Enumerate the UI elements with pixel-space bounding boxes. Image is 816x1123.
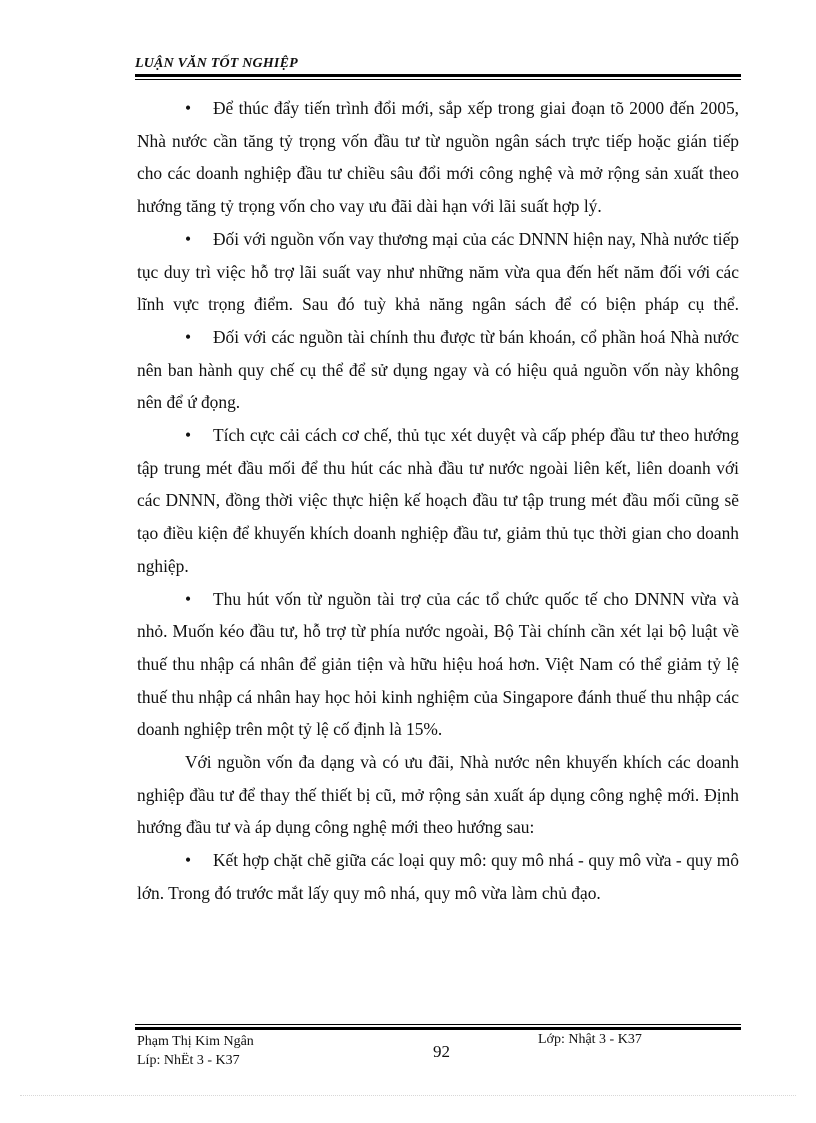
paragraph-text: Kết hợp chặt chẽ giữa các loại quy mô: quy mô nhá - quy mô vừa - quy mô lớn. Trong đó trước mắt lấy quy mô nhá, quy mô vừa làm chủ đạo. — [137, 850, 739, 903]
paragraph-text: Đối với các nguồn tài chính thu được từ bán khoán, cổ phần hoá Nhà nước nên ban hành quy chế cụ thể để sử dụng ngay và có hiệu quả nguồn vốn này không nên để ứ đọng. — [137, 326, 739, 413]
header-title: LUẬN VĂN TỐT NGHIỆP — [135, 56, 298, 71]
footer-left — [137, 1032, 254, 1070]
paragraph-5 — [137, 583, 739, 747]
bullet-icon: • — [185, 326, 192, 347]
paragraph-text: Tích cực cải cách cơ chế, thủ tục xét duyệt và cấp phép đầu tư theo hướng tập trung mét đầu mối để thu hút các nhà đầu tư nước ngoài liên kết, liên doanh với các DNNN, đồng thời việc thực hiện kế hoạch đầu tư tập trung mét đầu mối cũng sẽ tạo điều kiện để khuyến khích doanh nghiệp đầu tư, giảm thủ tục thời gian cho doanh nghiệp. — [137, 425, 739, 576]
footer-class-left: Líp: NhËt 3 - K37 — [137, 1053, 240, 1068]
bullet-icon: • — [185, 98, 192, 118]
footer-class-right: Lớp: Nhật 3 - K37 — [538, 1032, 642, 1047]
paragraph-text: Đối với nguồn vốn vay thương mại của các DNNN hiện nay, Nhà nước tiếp tục duy trì việc hỗ trợ lãi suất vay như những năm vừa qua đến hết năm đối với các lĩnh vực trọng điểm. Sau đó tuỳ khả năng ngân sách để có biện pháp cụ thể. — [137, 228, 739, 315]
document-body — [137, 92, 739, 910]
footer-author: Phạm Thị Kim Ngân — [137, 1034, 254, 1049]
paragraph-text: Để thúc đẩy tiến trình đổi mới, sắp xếp trong giai đoạn tõ 2000 đến 2005, Nhà nước cần tăng tỷ trọng vốn đầu tư từ nguồn ngân sách trực tiếp hoặc gián tiếp cho các doanh nghiệp đầu tư chiều sâu đổi mới công nghệ và mở rộng sản xuất theo hướng tăng tỷ trọng vốn cho vay ưu đãi dài hạn với lãi suất hợp lý. — [137, 98, 739, 217]
paragraph-3 — [137, 321, 739, 419]
paragraph-1 — [137, 92, 739, 223]
paragraph-text: Với nguồn vốn đa dạng và có ưu đãi, Nhà nước nên khuyến khích các doanh nghiệp đầu tư để thay thế thiết bị cũ, mở rộng sản xuất áp dụng công nghệ mới. Định hướng đầu tư và áp dụng công nghệ mới theo hướng sau: — [137, 752, 739, 838]
bullet-icon: • — [185, 588, 192, 609]
page-number: 92 — [433, 1042, 450, 1061]
paragraph-6 — [137, 746, 739, 844]
header-rule-thin — [135, 79, 741, 80]
bullet-icon: • — [185, 228, 192, 249]
header-rule — [135, 74, 741, 77]
paragraph-2 — [137, 223, 739, 321]
footer-rule — [135, 1027, 741, 1030]
bullet-icon: • — [185, 425, 192, 446]
bullet-icon: • — [185, 850, 192, 871]
paragraph-7 — [137, 844, 739, 909]
paragraph-4 — [137, 419, 739, 583]
paragraph-text: Thu hút vốn từ nguồn tài trợ của các tổ chức quốc tế cho DNNN vừa và nhỏ. Muốn kéo đầu tư, hỗ trợ từ phía nước ngoài, Bộ Tài chính cần xét lại bộ luật về thuế thu nhập cá nhân để giản tiện và hữu hiệu hoá hơn. Việt Nam có thể giảm tỷ lệ thuế thu nhập cá nhân hay học hỏi kinh nghiệm của Singapore đánh thuế thu nhập các doanh nghiệp trên một tỷ lệ cố định là 15%. — [137, 588, 739, 740]
page-edge-divider — [20, 1095, 796, 1096]
footer-rule-thin — [135, 1024, 741, 1025]
